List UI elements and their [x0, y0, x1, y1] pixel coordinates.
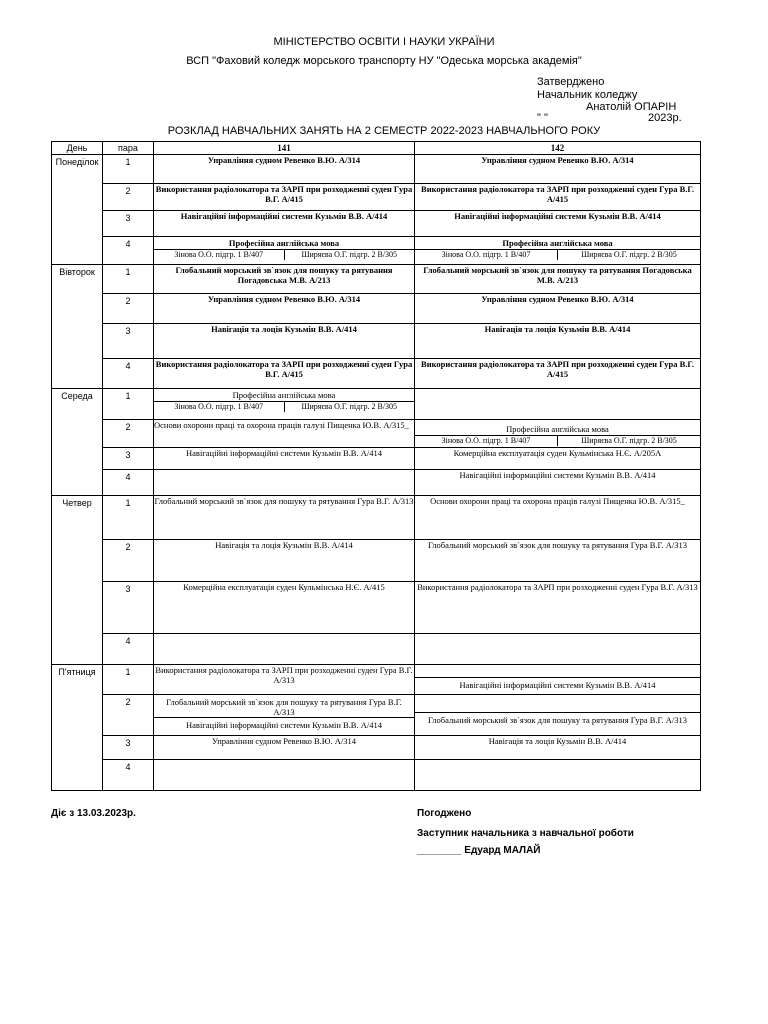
ministry-title: МІНІСТЕРСТВО ОСВІТИ І НАУКИ УКРАЇНИ [273, 36, 495, 48]
lesson-cell-split [154, 389, 415, 420]
pair-number: 1 [103, 665, 154, 695]
lesson-cell: Управління судном Ревенко В.Ю. А/314 [154, 155, 415, 184]
lesson-cell-split [415, 237, 701, 265]
lesson-cell: Управління судном Ревенко В.Ю. А/314 [415, 294, 701, 324]
subgroups [415, 435, 700, 446]
lesson-cell: Управління судном Ревенко В.Ю. А/314 [415, 155, 701, 184]
pair-number: 4 [103, 634, 154, 665]
lesson-title: Професійна англійська мова [228, 238, 340, 248]
lesson-cell: Навігація та лоція Кузьмін В.В. А/414 [415, 736, 701, 760]
subgroup-2: Ширяєва О.Г. підгр. 2 В/305 [284, 402, 415, 412]
pair-number: 3 [103, 211, 154, 237]
pair-number: 1 [103, 155, 154, 184]
pair-number: 4 [103, 359, 154, 389]
lesson-title: Глобальний морський зв`язок для пошуку та рятування Гура В.Г. А/313 [415, 712, 700, 725]
pair-number: 4 [103, 470, 154, 496]
approved-label: Затверджено [537, 76, 605, 88]
lesson-cell-split [415, 420, 701, 448]
lesson-title: Професійна англійська мова [232, 390, 336, 400]
subgroup-2: Ширяєва О.Г. підгр. 2 В/305 [557, 436, 700, 446]
approver-title: Начальник коледжу [537, 89, 638, 101]
col-day-header: День [52, 142, 103, 155]
pair-number: 2 [103, 294, 154, 324]
lesson-cell: Навігаційні інформаційні системи Кузьмін В.В. А/414 [415, 211, 701, 237]
lesson-cell [154, 760, 415, 791]
lesson-empty [415, 695, 700, 712]
pair-number: 4 [103, 760, 154, 791]
lesson-cell: Глобальний морський зв`язок для пошуку та рятування Гура В.Г. А/313 [415, 540, 701, 582]
lesson-cell: Використання радіолокатора та ЗАРП при розходженні суден Гура В.Г. А/415 [154, 359, 415, 389]
deputy-title: Заступник начальника з навчальної роботи [417, 828, 634, 839]
lesson-title: Професійна англійська мова [502, 238, 613, 248]
lesson-cell [154, 634, 415, 665]
pair-number: 2 [103, 184, 154, 211]
day-friday: П'ятниця [52, 665, 103, 791]
lesson-cell: Навігація та лоція Кузьмін В.В. А/414 [154, 540, 415, 582]
lesson-cell: Управління судном Ревенко В.Ю. А/314 [154, 294, 415, 324]
subgroups [154, 401, 414, 412]
pair-number: 2 [103, 540, 154, 582]
pair-number: 4 [103, 237, 154, 265]
institution-title: ВСП "Фаховий коледж морського транспорту НУ "Одеська морська академія" [186, 55, 582, 67]
lesson-cell: Навігаційні інформаційні системи Кузьмін В.В. А/414 [154, 211, 415, 237]
lesson-cell: Основи охорони праці та охорона праців галузі Пищенка Ю.В. А/315_ [154, 420, 415, 448]
lesson-cell: Глобальний морський зв`язок для пошуку та рятування Погадовська М.В. А/213 [154, 265, 415, 294]
lesson-cell [154, 470, 415, 496]
lesson-cell [415, 389, 701, 420]
lesson-title: Професійна англійська мова [506, 424, 609, 434]
lesson-cell: Навігація та лоція Кузьмін В.В. А/414 [154, 324, 415, 359]
subgroup-1: Зінова О.О. підгр. 1 В/407 [441, 436, 531, 445]
lesson-empty [415, 665, 700, 677]
lesson-cell-split [415, 665, 701, 695]
lesson-title: Навігаційні інформаційні системи Кузьмін В.В. А/414 [415, 677, 700, 690]
pair-number: 1 [103, 265, 154, 294]
agreed-label: Погоджено [417, 808, 472, 819]
valid-from: Діє з 13.03.2023р. [51, 808, 136, 819]
lesson-cell: Управління судном Ревенко В.Ю. А/314 [154, 736, 415, 760]
subgroup-1: Зінова О.О. підгр. 1 В/407 [174, 402, 264, 411]
group-142-header: 142 [415, 142, 701, 155]
pair-number: 1 [103, 389, 154, 420]
pair-number: 1 [103, 496, 154, 540]
pair-number: 3 [103, 582, 154, 634]
day-wednesday: Середа [52, 389, 103, 496]
lesson-cell: Використання радіолокатора та ЗАРП при розходженні суден Гура В.Г. А/313 [154, 665, 415, 695]
lesson-cell-split [154, 695, 415, 736]
approval-date-year: 2023р. [648, 112, 682, 124]
lesson-cell: Глобальний морський зв`язок для пошуку та рятування Гура В.Г. А/313 [154, 496, 415, 540]
lesson-cell: Використання радіолокатора та ЗАРП при розходженні суден Гура В.Г. А/415 [415, 184, 701, 211]
approver-name: Анатолій ОПАРІН [586, 101, 677, 113]
lesson-cell: Навігаційні інформаційні системи Кузьмін В.В. А/414 [415, 470, 701, 496]
pair-number: 3 [103, 448, 154, 470]
schedule-title: РОЗКЛАД НАВЧАЛЬНИХ ЗАНЯТЬ НА 2 СЕМЕСТР 2022-2023 НАВЧАЛЬНОГО РОКУ [167, 125, 601, 137]
pair-number: 3 [103, 324, 154, 359]
lesson-cell: Основи охорони праці та охорона праців галузі Пищенка Ю.В. А/315_ [415, 496, 701, 540]
lesson-cell: Використання радіолокатора та ЗАРП при розходженні суден Гура В.Г. А/415 [415, 359, 701, 389]
lesson-cell: Використання радіолокатора та ЗАРП при розходженні суден Гура В.Г. А/313 [415, 582, 701, 634]
group-141-header: 141 [154, 142, 415, 155]
lesson-title: Навігаційні інформаційні системи Кузьмін В.В. А/414 [154, 717, 414, 730]
lesson-cell: Комерційна експлуатація суден Кульмінська Н.Є. А/415 [154, 582, 415, 634]
lesson-cell: Використання радіолокатора та ЗАРП при розходженні суден Гура В.Г. А/415 [154, 184, 415, 211]
subgroup-2: Ширяєва О.Г. підгр. 2 В/305 [557, 250, 700, 260]
subgroup-2: Ширяєва О.Г. підгр. 2 В/305 [284, 250, 415, 260]
subgroup-1: Зінова О.О. підгр. 1 В/407 [441, 250, 531, 259]
subgroups [154, 249, 414, 260]
lesson-cell [415, 634, 701, 665]
signature-line: ________ Едуард МАЛАЙ [417, 845, 541, 856]
day-tuesday: Вівторок [52, 265, 103, 389]
col-pair-header: пара [103, 142, 154, 155]
subgroup-1: Зінова О.О. підгр. 1 В/407 [174, 250, 264, 259]
lesson-cell [415, 760, 701, 791]
lesson-cell-split [415, 695, 701, 736]
schedule-table [51, 141, 701, 791]
lesson-cell: Комерційна експлуатація суден Кульмінська Н.Є. А/205А [415, 448, 701, 470]
lesson-cell: Глобальний морський зв`язок для пошуку та рятування Погадовська М.В. А/213 [415, 265, 701, 294]
lesson-cell: Навігація та лоція Кузьмін В.В. А/414 [415, 324, 701, 359]
subgroups [415, 249, 700, 260]
day-thursday: Четвер [52, 496, 103, 665]
pair-number: 2 [103, 695, 154, 736]
lesson-cell: Навігаційні інформаційні системи Кузьмін В.В. А/414 [154, 448, 415, 470]
lesson-title: Глобальний морський зв`язок для пошуку та рятування Гура В.Г. А/313 [166, 697, 402, 717]
lesson-cell-split [154, 237, 415, 265]
approval-date-quotes: " " [537, 112, 548, 124]
pair-number: 2 [103, 420, 154, 448]
day-monday: Понеділок [52, 155, 103, 265]
pair-number: 3 [103, 736, 154, 760]
